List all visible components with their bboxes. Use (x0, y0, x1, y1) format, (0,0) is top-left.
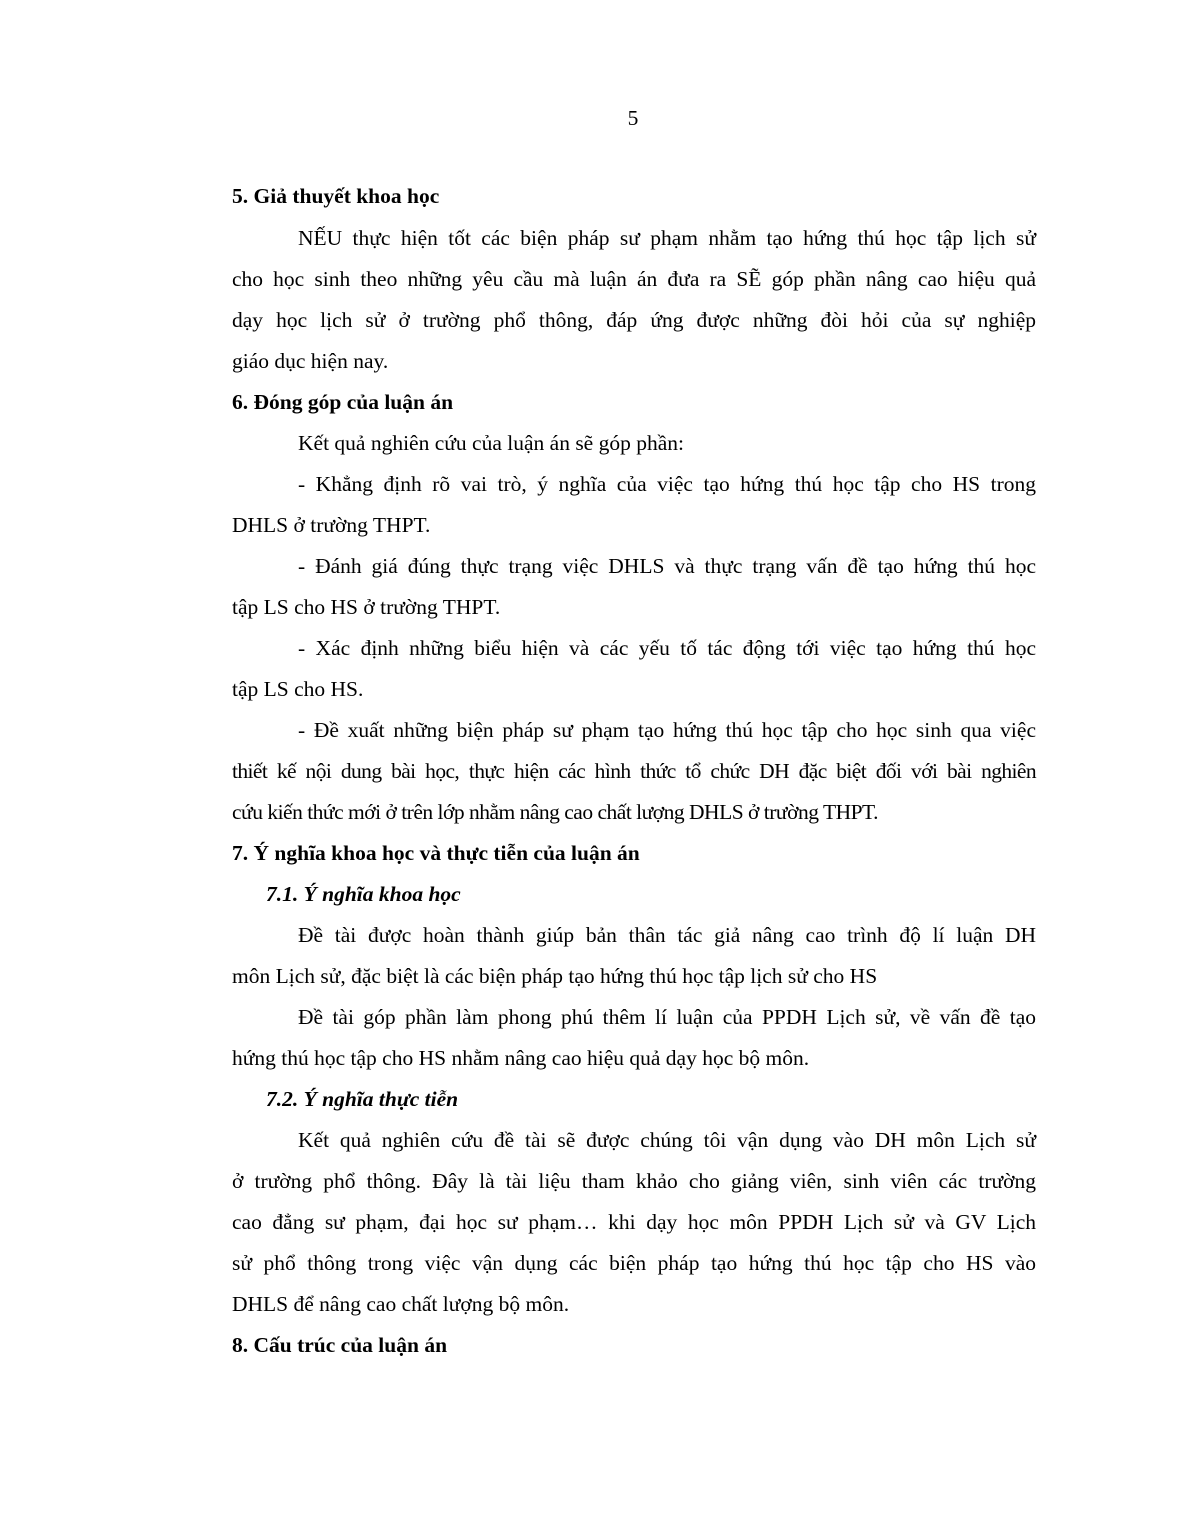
paragraph-line: DHLS ở trường THPT. (232, 513, 431, 537)
subsection-7-1-heading: 7.1. Ý nghĩa khoa học (266, 882, 461, 906)
section-7-heading: 7. Ý nghĩa khoa học và thực tiễn của luận án (232, 841, 640, 865)
paragraph-line: Kết quả nghiên cứu của luận án sẽ góp phần: (298, 431, 684, 455)
paragraph-line: Đề tài góp phần làm phong phú thêm lí luận của PPDH Lịch sử, về vấn đề tạo (298, 1005, 1036, 1029)
page-number: 5 (627, 106, 639, 130)
paragraph-line: Đề tài được hoàn thành giúp bản thân tác giả nâng cao trình độ lí luận DH (298, 923, 1036, 947)
paragraph-line: - Khẳng định rõ vai trò, ý nghĩa của việc tạo hứng thú học tập cho HS trong (298, 472, 1036, 496)
paragraph-line: sử phổ thông trong việc vận dụng các biện pháp tạo hứng thú học tập cho HS vào (232, 1251, 1036, 1275)
paragraph-line: - Đánh giá đúng thực trạng việc DHLS và thực trạng vấn đề tạo hứng thú học (298, 554, 1036, 578)
paragraph-line: cao đẳng sư phạm, đại học sư phạm… khi dạy học môn PPDH Lịch sử và GV Lịch (232, 1210, 1036, 1234)
paragraph-line: môn Lịch sử, đặc biệt là các biện pháp tạo hứng thú học tập lịch sử cho HS (232, 964, 878, 988)
paragraph-line: hứng thú học tập cho HS nhằm nâng cao hiệu quả dạy học bộ môn. (232, 1046, 810, 1070)
section-6-heading: 6. Đóng góp của luận án (232, 390, 454, 414)
paragraph-line: cho học sinh theo những yêu cầu mà luận án đưa ra SẼ góp phần nâng cao hiệu quả (232, 267, 1036, 291)
paragraph-line: cứu kiến thức mới ở trên lớp nhằm nâng cao chất lượng DHLS ở trường THPT. (232, 800, 878, 824)
paragraph-line: NẾU thực hiện tốt các biện pháp sư phạm nhằm tạo hứng thú học tập lịch sử (298, 226, 1036, 250)
subsection-7-2-heading: 7.2. Ý nghĩa thực tiễn (266, 1087, 459, 1111)
paragraph-line: Kết quả nghiên cứu đề tài sẽ được chúng tôi vận dụng vào DH môn Lịch sử (298, 1128, 1036, 1152)
paragraph-line: ở trường phổ thông. Đây là tài liệu tham khảo cho giảng viên, sinh viên các trường (232, 1169, 1036, 1193)
section-5-heading: 5. Giả thuyết khoa học (232, 184, 440, 208)
paragraph-line: giáo dục hiện nay. (232, 349, 389, 373)
paragraph-line: DHLS để nâng cao chất lượng bộ môn. (232, 1292, 570, 1316)
section-8-heading: 8. Cấu trúc của luận án (232, 1333, 448, 1357)
paragraph-line: dạy học lịch sử ở trường phổ thông, đáp ứng được những đòi hỏi của sự nghiệp (232, 308, 1036, 332)
paragraph-line: - Xác định những biểu hiện và các yếu tố tác động tới việc tạo hứng thú học (298, 636, 1036, 660)
paragraph-line: thiết kế nội dung bài học, thực hiện các hình thức tổ chức DH đặc biệt đối với bài nghiên (232, 759, 1036, 783)
paragraph-line: tập LS cho HS. (232, 677, 364, 701)
paragraph-line: tập LS cho HS ở trường THPT. (232, 595, 501, 619)
paragraph-line: - Đề xuất những biện pháp sư phạm tạo hứng thú học tập cho học sinh qua việc (298, 718, 1036, 742)
